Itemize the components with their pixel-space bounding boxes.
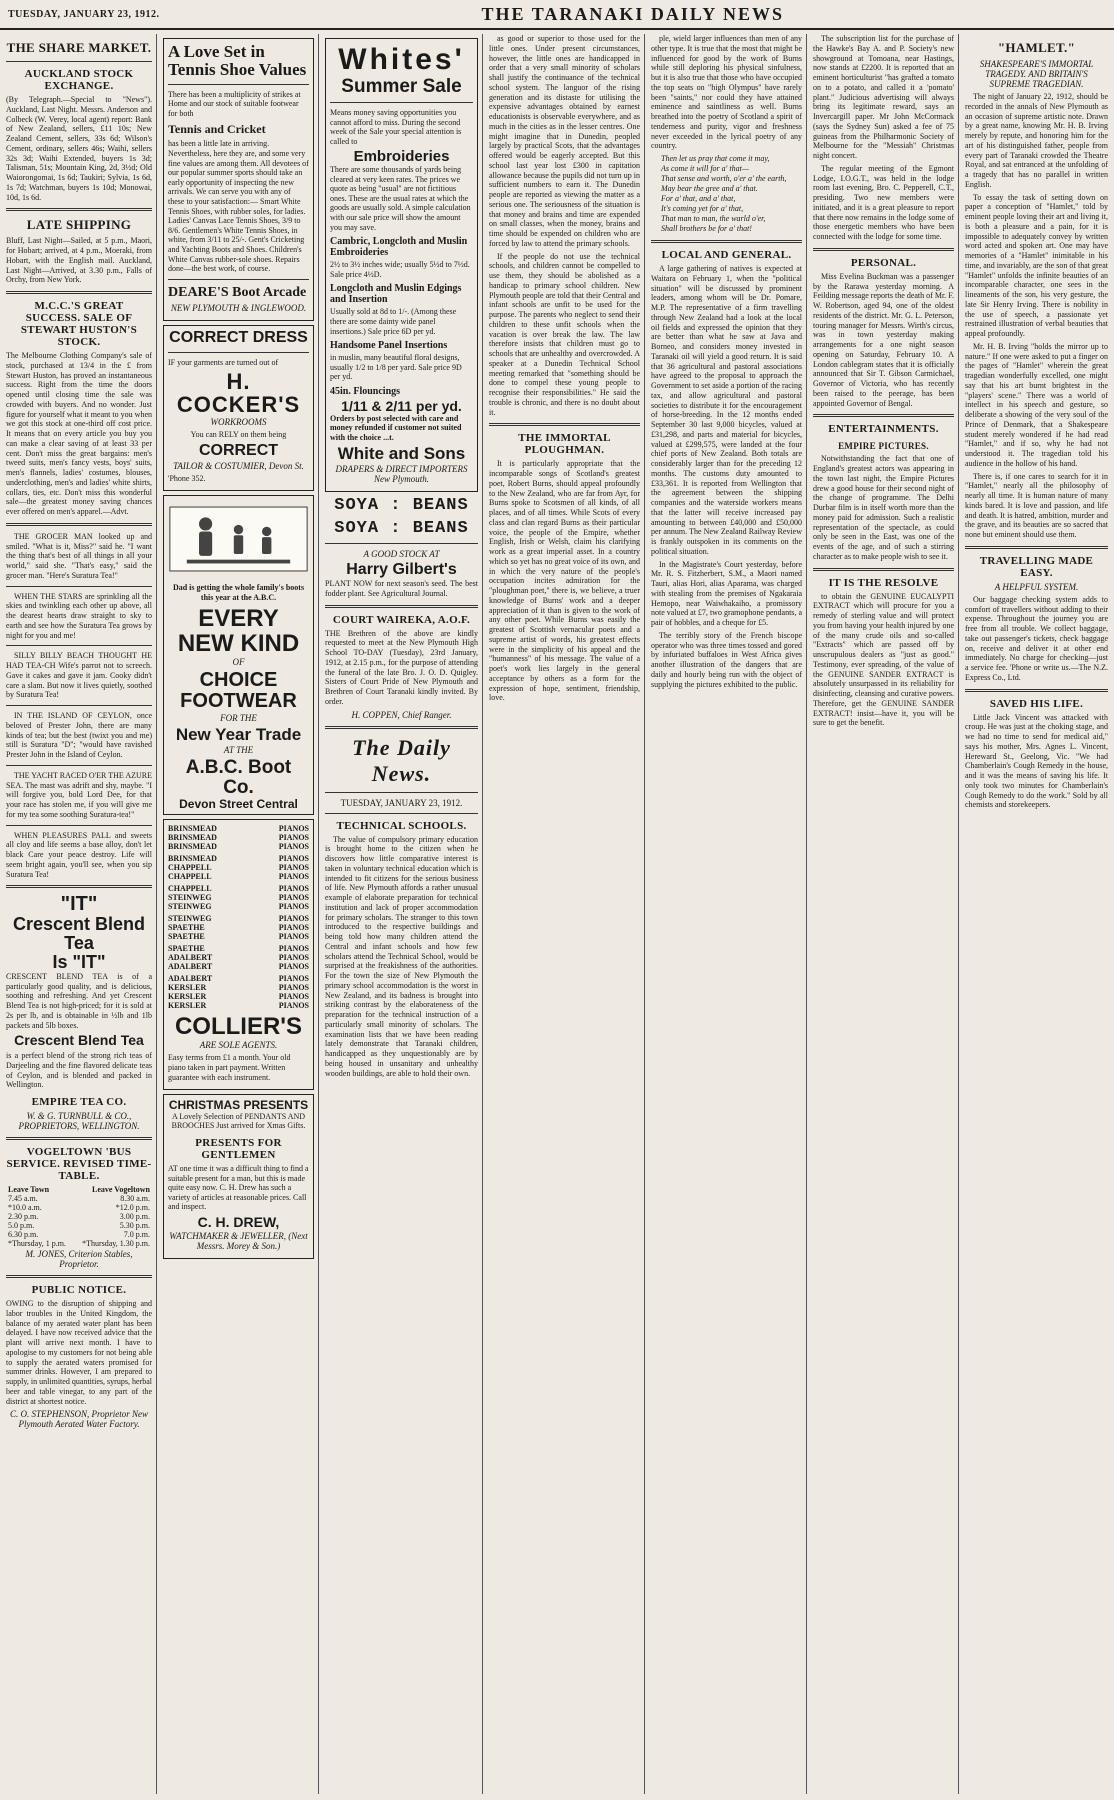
bus-timetable xyxy=(6,1185,152,1248)
piano-row xyxy=(168,992,309,1001)
saved-his-life-body: Little Jack Vincent was attacked with croup. He was just at the choking stage, and we had no time to send for medical aid," says his mother, Mrs. Agnes L. Vincent, Hereward St., Geelong, Vic. "We had Chamberlain's Cough Remedy in the house, and it was the means of saving his life. It only took two minutes for Chamberlain's Cough Remedy to do the work." Sold by all chemists and storekeepers. xyxy=(965,712,1108,810)
piano-row xyxy=(168,884,309,893)
piano-maker: SPAETHE xyxy=(168,932,205,942)
technical-continued-2: If the people do not use the technical schools, and children cannot be compelled to use them, they should be abolished as a handicap to primary school children. New Plymouth people are told that their Central and infant schools are unfit to be used for the purpose. The parents who neglect to send their children to these unfit schools when the vacation is over break the law. The law therefore insists that children must go to schools that are unhealthy and overcrowded. A speaker at a Dunedin Technical School meeting remarked that "something should be done to compel these young people to recognise their responsibilities." He said the trouble is chronic, and there is no doubt about it. xyxy=(489,251,640,417)
piano-maker: BRINSMEAD xyxy=(168,833,217,843)
suratura-joke-3: SILLY BILLY BEACH THOUGHT HE HAD TEA-CH Wife's parrot not to screech. Gave it cakes and gave it jam. Cooky didn't care a slam. But now it lives quietly, soothed by Suratura Tea! xyxy=(6,651,152,700)
travelling-subheading: A HELPFUL SYSTEM. xyxy=(994,581,1079,592)
hamlet-heading: "HAMLET." xyxy=(997,40,1076,55)
piano-label: PIANOS xyxy=(278,974,309,984)
white-and-sons: White and Sons xyxy=(337,444,466,464)
whites-intro: Means money saving opportunities you cannot afford to miss. During the second week of the Sale your special attention is called to xyxy=(330,107,462,146)
colliers-piano-advert xyxy=(163,819,314,1090)
hamlet-review-3: Mr. H. B. Irving "holds the mirror up to nature." If one were asked to put a finger on the pages of "Hamlet" wherein the great tragedian wonderfully excelled, one might say that his art burnt brightest in the "players' scene." There was a world of intellect in his speech and gesture, so deliberate a showing of the very soul of the Prince of Denmark, that a Shakespeare student merely wondered if he had read "Hamlet," and if so, why he had not understood it. The tragedian told his audience in the hollow of his hand. xyxy=(965,341,1108,468)
timetable-cell: *10.0 a.m. xyxy=(8,1203,42,1213)
piano-row xyxy=(168,983,309,992)
every-new-kind: EVERY NEW KIND xyxy=(177,604,300,657)
longcloth-body: Usually sold at 8d to 1/-. (Among these there are some dainty wide panel insertions.) Sale price 6D per yd. xyxy=(330,307,457,336)
column-1 xyxy=(2,34,157,1794)
technical-schools-body: The value of compulsory primary education is brought home to the citizen when he discovers how little comparative interest is taken in voluntary technical education which is intended to fit citizens for the serious business of life. New Plymouth affords a rather unusual example of elaborate preparation for technical institution and lack of proper accommodation for primary scholars. The stranger to this town introduced to the respective buildings and being told how many children attend the Central and infant schools and how few scholars attend the Technical School, would be surprised at the freakishness of the authorities. For the town the size of New Plymouth the primary school accommodation is the worst in New Zealand, and its badness is brought into striking contrast by the elaborateness of the preparation for the technical instruction of a particularly small minority of scholars. The examination lists that we have been reading lately demonstrate that Taranaki children, handicapped as they unquestionably are by being housed in unsanitary and unhealthy wooden buildings, are able to hold their own. xyxy=(325,834,478,1078)
crescent-body-2: is a perfect blend of the strong rich teas of Darjeeling and the fine flavored delicate teas of Ceylon, and is blended and packed in Wellington. xyxy=(6,1051,152,1090)
cockers-rely: You can RELY on them being xyxy=(190,430,287,440)
piano-row xyxy=(168,962,309,971)
piano-maker: CHAPPELL xyxy=(168,863,212,873)
immortal-ploughman-body: It is particularly appropriate that the incomparable songs of Scotland's greatest poet, Robert Burns, should appeal profoundly to the New Zealand, who are far from Ayr, for Burns spoke to Scotsmen of all kinds, of all places, and of all times. While Scots of every class and clan regard Burns as their particular voice, the people of the Empire, whether English, Irish or Welsh, claim his clarifying work as a great imperial asset. In a country which so yet has no great voice of its own, and in which the very nature of the people's occupation incites admiration for the "ploughman poet," there is, we believe, a truer knowledge of Burns' work and a deeper appreciation of it than is given to the work of any other poet. While Burns was easily the greatest of Scottish vernacular poets and a supreme artist of words, his greatest effects were in the simplicity of his appeal and the "humanness" of his message. The value of a poet's work lies largely in the general acceptance by others as a form for the expression of hope, sentiment, friendship, love. xyxy=(489,459,640,703)
empire-tea-heading: EMPIRE TEA CO. xyxy=(31,1096,127,1109)
public-notice-body: OWING to the disruption of shipping and labor troubles in the United Kingdom, the balance of my aerated water plant has been delayed. I have now received advice that the plant will arrive next month. I have to apologise to my customers for not being able to supply the aerated waters promised for summer drinks. However, I am prepared to supply, in unlimited quantities, syrups, herbal beer and table vinegar, to any part of the district at shortest notice. xyxy=(6,1299,152,1406)
suratura-joke-2: WHEN THE STARS are sprinkling all the skies and twinkling each other up above, all the dearest hearts draw straight to sky to earth and see how the Suratura Tea grows by night for you and me! xyxy=(6,591,152,640)
drew-address: WATCHMAKER & JEWELLER, (Next Messrs. Morey & Son.) xyxy=(169,1230,308,1251)
piano-label: PIANOS xyxy=(278,824,309,834)
piano-row xyxy=(168,932,309,941)
column-7 xyxy=(961,34,1112,1794)
piano-row xyxy=(168,833,309,842)
piano-row xyxy=(168,842,309,851)
piano-label: PIANOS xyxy=(278,833,309,843)
masthead-date: TUESDAY, JANUARY 23, 1912. xyxy=(8,8,160,20)
piano-label: PIANOS xyxy=(278,902,309,912)
piano-maker: BRINSMEAD xyxy=(168,854,217,864)
piano-list xyxy=(168,824,309,1010)
piano-label: PIANOS xyxy=(278,944,309,954)
piano-row xyxy=(168,914,309,923)
timetable-cell: 5.0 p.m. xyxy=(8,1221,35,1231)
daily-news-date: TUESDAY, JANUARY 23, 1912. xyxy=(340,797,463,808)
panel-insertions-heading: Handsome Panel Insertions xyxy=(330,340,448,352)
flouncings-heading: 45in. Flouncings xyxy=(330,385,401,397)
mcc-advert-body: The Melbourne Clothing Company's sale of stock, purchased at 13/4 in the £ from Stewart Huston, has proved an instantaneous success. Right from the time the doors opened until closing time the sale was crowded with buyers. And no wonder. Just figure for yourself what it meant to you when we got this stock at one-third off cost price. It means that on every article you buy you can make a clear saving of at least 33 per cent. Don't miss the great bargains: men's tweed suits, men's fancy vests, boys' suits, men's flannels, ladies' costumes, blouses, underclothing, men's and ladies' white shirts, collars, ties, etc. Don't miss this wonderful sale—the greatest money saving chances ever offered on men's apparel.—Advt. xyxy=(6,351,152,516)
plant-now: PLANT NOW for next season's seed. The best fodder plant. See Agricultural Journal. xyxy=(325,579,478,598)
travelling-heading: TRAVELLING MADE EASY. xyxy=(979,554,1094,579)
piano-label: PIANOS xyxy=(278,893,309,903)
piano-label: PIANOS xyxy=(278,992,309,1002)
timetable-cell: 7.0 p.m. xyxy=(123,1230,150,1240)
summer-sale: Summer Sale xyxy=(341,76,462,97)
harry-gilberts: Harry Gilbert's xyxy=(346,561,457,579)
longcloth-heading: Longcloth and Muslin Edgings and Insertion xyxy=(330,283,462,306)
cambric-heading: Cambric, Longcloth and Muslin Embroideries xyxy=(330,236,468,259)
crescent-blend-name: Crescent Blend Tea xyxy=(12,914,146,954)
column-5 xyxy=(647,34,807,1794)
piano-label: PIANOS xyxy=(278,1001,309,1011)
public-notice-signature: C. O. STEPHENSON, Proprietor New Plymouth Aerated Water Factory. xyxy=(10,1409,148,1430)
suratura-joke-4: IN THE ISLAND OF CEYLON, once beloved of Prester John, there are many kinds of tea; but the best (twixt you and me) still is Suratura "D"; "would have ravished Prester John in the Island of Ceylon. xyxy=(6,711,152,759)
piano-row xyxy=(168,923,309,932)
piano-row xyxy=(168,953,309,962)
column-2 xyxy=(159,34,319,1794)
empire-pictures-body: Notwithstanding the fact that one of England's greatest actors was appearing in the town last night, the Empire Pictures drew a good house for their second night of the change of programme. The Delhi Durbar film is in itself worth more than the money paid for admission. Such a realistic representation of the spectacle, as could only be seen in the East, was one of the events of the age, and of such a stirring character as to make people wish to see it. xyxy=(813,454,954,561)
colliers-name: COLLIER'S xyxy=(174,1013,303,1041)
public-notice-heading: PUBLIC NOTICE. xyxy=(31,1284,127,1297)
piano-maker: CHAPPELL xyxy=(168,872,212,882)
crescent-body: CRESCENT BLEND TEA is of a particularly good quality, and is delicious, soothing and refreshing. And yet Crescent Blend Tea is not high-priced; for it is sold at 2s per lb, and is obtainable in ½lb and 1lb packets and 5lb boxes. xyxy=(6,971,152,1030)
piano-maker: SPAETHE xyxy=(168,923,205,933)
timetable-cell: *Thursday, 1 p.m. xyxy=(8,1239,66,1249)
hamlet-subheading: SHAKESPEARE'S IMMORTAL TRAGEDY. AND BRITAIN'S SUPREME TRAGEDIAN. xyxy=(979,59,1094,89)
piano-maker: KERSLER xyxy=(168,992,207,1002)
piano-maker: KERSLER xyxy=(168,1001,207,1011)
piano-maker: BRINSMEAD xyxy=(168,842,217,852)
piano-label: PIANOS xyxy=(278,872,309,882)
tennis-advert-body: has been a little late in arriving. Nevertheless, here they are, and some very fine values are among them. All devotees of our popular summer sports should take an early opportunity of inspecting the new arrivals. We can serve you with any of these to your satisfaction:— Smart White Tennis Shoes, with rubber soles, for ladies. Ladies' Canvas Lace Tennis Shoes, 3/9 to 8/6. Gentlemen's White Tennis Shoes, in white, from 3/11 to 25/-. Gent's Cricketing and Yachting Boots and Shoes. Children's White Canvas rubber-sole shoes. Repairs done—the best work, of course. xyxy=(168,139,309,274)
local-general-body: A large gathering of natives is expected at Waitara on February 1, when the "political situation" will be discussed by prominent leaders, among whom will be Dr. Pomare, M.P. The representative of a firm travelling through New Zealand had a look at the local oil fields and expressed the opinion that they are better than what he saw at Java and Borneo, and considers money invested in Taranaki oil will yield a good return. It is said that 36 agricultural and pastoral associations have agreed to the proposal to approach the Government to set aside a portion of the racing tax, and allow agricultural and pastoral societies to distribute it for the encouragement of horse-breeding. In the 12 months ended September 30 last 9,000 bicycles, valued at £31,298, and parts and material for bicycles, valued at £299,575, were landed at the four chief ports of New Zealand. Both totals are considerably larger than for the preceding 12 months. The customs duty amounted to £33,361. It is reported from Wellington that the agreement between the shipping companies and the waterside workers means that the latter will receive increased pay amounting to between £40,000 and £50,000 per annum. The New Zealand Railway Review is frankly outspoken in its comments on the political situation. xyxy=(651,264,802,556)
soya-beans-2: SOYA : BEANS xyxy=(334,519,469,539)
hamlet-review-2: To essay the task of setting down on paper a conception of "Hamlet," told by eminent people loving their art and living it, is both a pleasure and a pain, for it is impossible to adequately convey by written word acted and spoken art. One may have memories of a "Hamlet" inimitable in his time, and invariably, are the son of that great "Hamlet" unfolds the infinite beauties of an incomparable character, one sees in the lineaments of the son, his very gesture, the late Sir Henry Irving. There is nobility in the use of speech, a passionate yet restrained illustration of verbal beauties that appeal profoundly. xyxy=(965,192,1108,338)
column-6 xyxy=(809,34,959,1794)
abc-of: OF xyxy=(232,656,245,667)
piano-maker: BRINSMEAD xyxy=(168,824,217,834)
cockers-name: H. COCKER'S xyxy=(176,369,301,418)
piano-row xyxy=(168,872,309,881)
magistrate-court: In the Magistrate's Court yesterday, before Mr. R. S. Fitzherbert, S.M., a Maori named Tauri, alias Hori, alias Aparama, was charged with stealing from the premises of Ngakaraia Hemopo, near Waiwhakaiho, a promissory note valued at £7, two gramophone pendants, a pair of hobbles, and a cheque for £5. xyxy=(651,559,802,627)
abc-boot-advert xyxy=(163,495,314,815)
embroideries-body: There are some thousands of yards being cleared at very keen rates. The prices we quote as being "usual" are not fictitious ones. These are the usual rates at which the goods are usually sold. A simple calculation with our sale price will show the amount you may save. xyxy=(330,165,471,232)
new-year-trade: New Year Trade xyxy=(175,724,302,744)
crescent-it-heading: "IT" xyxy=(60,893,98,916)
orders-by-post: Orders by post selected with care and money refunded if customer not suited with the choice ...t. xyxy=(330,413,462,442)
court-waireka-body: THE Brethren of the above are kindly requested to meet at the New Plymouth High School TO-DAY (Tuesday), 23rd January, 1912, at 2.15 p.m., for the purpose of attending the funeral of the late Bro. J. O. D. Quigley. Sisters of Court Pride of New Plymouth and Brethren of Court Taranaki kindly invited. By order. xyxy=(325,628,478,706)
colliers-terms: Easy terms from £1 a month. Your old piano taken in part payment. Written guarantee with each instrument. xyxy=(168,1053,291,1082)
piano-row xyxy=(168,944,309,953)
whites-sale-advert xyxy=(325,38,478,492)
piano-row xyxy=(168,902,309,911)
late-shipping-report: Bluff, Last Night—Sailed, at 5 p.m., Maori, for Hobart; arrived, at 4 p.m., Moeraki, from Hobart, with the English mail. Auckland, Last Night—Arrived, at 3.30 p.m., Falls of Orchy, from New York. xyxy=(6,236,152,285)
correct-dress-heading: CORRECT DRESS xyxy=(169,328,308,346)
timetable-cell: 7.45 a.m. xyxy=(8,1194,38,1204)
entertainments-heading: ENTERTAINMENTS. xyxy=(828,423,939,436)
share-market-heading: THE SHARE MARKET. xyxy=(6,40,152,55)
burns-continued: ple, wield larger influences than men of any other type. It is true that the most that might be influenced for good by the work of Burns while still deploring his physical sinfulness, but it is also true that those who have occupied the top seats on "high Olympus" have rarely been "saints," nor could they have attained eminence and saintliness as well. Burns breathed into the poetry of Scotland a spirit of tenderness and purity, vigor and freshness never exceeded in the lyrical poetry of any country. xyxy=(651,34,802,151)
hamlet-review-1: The night of January 22, 1912, should be recorded in the annals of New Plymouth as an occasion of supreme artistic note. Drawn by a great name, knowing Mr. H. B. Irving merely by repute, and honoring him for the art of his distinguished father, people from every part of Taranaki crowded the Theatre Royal, and sat entranced at the unfolding of a tragedy that has no parallel in written English. xyxy=(965,92,1108,189)
cockers-phone: 'Phone 352. xyxy=(168,473,206,483)
abc-address: Devon Street Central xyxy=(179,796,298,811)
timetable-cell: 5.30 p.m. xyxy=(119,1221,150,1231)
court-waireka-heading: COURT WAIREKA, A.O.F. xyxy=(332,613,471,626)
drew-name: C. H. DREW, xyxy=(197,1213,280,1230)
panel-insertions-body: in muslin, many beautiful floral designs, usually 1/2 to 1/8 per yard. Sale price 9D per yd. xyxy=(330,353,462,382)
piano-label: PIANOS xyxy=(278,953,309,963)
crescent-is-it: Is "IT" xyxy=(52,952,106,973)
travelling-body: Our baggage checking system adds to comfort of travellers without adding to their expense. Throughout the journey you are free from all trouble. We collect baggage, take out passenger's tickets, check baggage on, receive and deliver it at other end immediately. No charge for checking—just a service fee. 'Phone or write us.—The N.Z. Express Co., Ltd. xyxy=(965,594,1108,682)
tennis-advert-intro: There has been a multiplicity of strikes at Home and our stock of suitable footwear for both xyxy=(168,89,301,118)
french-operator: The terribly story of the French biscope operator who was three times tossed and gored by infuriated buffaloes in West Africa gives another illustration of the dangers that are daily and hourly being run with the object of supplying the pictures exhibited to the public. xyxy=(651,630,802,689)
empire-pictures-heading: EMPIRE PICTURES. xyxy=(838,441,929,452)
piano-label: PIANOS xyxy=(278,863,309,873)
xmas-presents-heading: CHRISTMAS PRESENTS xyxy=(168,1098,309,1113)
gents-presents-heading: PRESENTS FOR GENTLEMEN xyxy=(195,1136,282,1161)
piano-label: PIANOS xyxy=(278,923,309,933)
timetable-col-head: Leave Town xyxy=(8,1185,50,1195)
timetable-cell: 3.00 p.m. xyxy=(119,1212,150,1222)
masthead-title: THE TARANAKI DAILY NEWS xyxy=(481,3,785,24)
vogeltown-bus-heading: VOGELTOWN 'BUS SERVICE. REVISED TIME-TABLE. xyxy=(6,1146,152,1183)
drew-advert xyxy=(163,1094,314,1258)
hamlet-review-4: There is, if one cares to search for it in "Hamlet," nearly all the philosophy of nearly all time. It is human nature of many kinds bared. It is love and passion, and life and death. It is hatred, ambition, murder and the grave, and its beauties are so sacred that none but eminent should use them. xyxy=(965,471,1108,539)
choice-footwear: CHOICE FOOTWEAR xyxy=(180,668,297,712)
personal-heading: PERSONAL. xyxy=(850,256,917,269)
piano-label: PIANOS xyxy=(278,983,309,993)
piano-label: PIANOS xyxy=(278,884,309,894)
column-3 xyxy=(321,34,483,1794)
late-shipping-heading: LATE SHIPPING xyxy=(26,217,132,233)
piano-label: PIANOS xyxy=(278,854,309,864)
piano-maker: ADALBERT xyxy=(168,962,213,972)
immortal-ploughman-heading: THE IMMORTAL PLOUGHMAN. xyxy=(518,432,611,457)
family-boots-illustration xyxy=(168,503,309,575)
tennis-cricket-heading: Tennis and Cricket xyxy=(168,122,266,137)
court-waireka-signature: H. COPPEN, Chief Ranger. xyxy=(351,709,452,720)
tennis-shoe-advert xyxy=(163,38,314,321)
piano-row xyxy=(168,1001,309,1010)
piano-label: PIANOS xyxy=(278,842,309,852)
crescent-blend-name-2: Crescent Blend Tea xyxy=(14,1032,144,1049)
timetable-cell: 6.30 p.m. xyxy=(8,1230,39,1240)
suratura-joke-6: WHEN PLEASURES PALL and sweets all cloy and life seems a base alloy, don't let black Care your peace destroy. Life will seem bright again, you'll see, when you sip Suratura Tea! xyxy=(6,830,152,879)
suratura-joke-5: THE YACHT RACED O'ER THE AZURE SEA. The mast was adrift and shy, maybe. "I will forgive you, bold Lord Dee, for that your race has stolen me, if you will give me for my tea some soothing Suratura-tea!" xyxy=(6,770,152,819)
share-market-report: (By Telegraph.—Special to "News"). Auckland, Last Night. Messrs. Anderson and Colbeck (W. Verey, local agent) report: Bank of New Zealand, sellers, £11 10s; New Zealand Cement, sellers, 33s 6d; Wilson's Cement, ordinary, sellers 46s; Waihi, sellers 32s 3d; Waihi Extended, buyers 1s 3d; Talisman, 51s; Mountain King, 2d, 3½d; Old Waiorongomai, 1s 6d; Taukiri; Sylvia, 1s 6d, 1s 7d; Watchman, buyers 1s 10d; Monowai, 10d, 1s 6d. xyxy=(6,95,152,202)
piano-maker: ADALBERT xyxy=(168,953,213,963)
cocker-advert xyxy=(163,325,314,492)
burns-poem: Then let us pray that come it may, As come it will for a' that— That sense and worth, o'er a' the earth, May bear the gree and a' that. For a' that, and a' that, It's coming yet for a' that, That man to man, the warld o'er, Shall brothers be for a' that! xyxy=(661,154,787,233)
piano-maker: STEINWEG xyxy=(168,893,212,903)
local-general-heading: LOCAL AND GENERAL. xyxy=(661,249,792,261)
correct-dress-intro: IF your garments are turned out of xyxy=(168,357,279,367)
timetable-cell: 8.30 a.m. xyxy=(120,1194,150,1204)
piano-label: PIANOS xyxy=(278,932,309,942)
piano-maker: SPAETHE xyxy=(168,944,205,954)
gilbert-intro: A GOOD STOCK AT xyxy=(363,549,440,560)
soya-beans-1: SOYA : BEANS xyxy=(334,496,469,516)
piano-label: PIANOS xyxy=(278,962,309,972)
saved-his-life-heading: SAVED HIS LIFE. xyxy=(989,697,1084,710)
flouncings-price: 1/11 & 2/11 per yd. xyxy=(341,397,462,414)
cambric-body: 2½ to 3½ inches wide; usually 5½d to 7½d. Sale price 4½D. xyxy=(330,260,470,279)
timetable-col-head: Leave Vogeltown xyxy=(92,1185,150,1195)
auckland-exchange-heading: AUCKLAND STOCK EXCHANGE. xyxy=(24,68,134,92)
piano-row xyxy=(168,893,309,902)
embroideries-heading: Embroideries xyxy=(353,148,450,166)
technical-continued-1: as good or superior to those used for the little ones. Under present circumstances, however, the little ones are handicapped in order that a very small minority of scholars shall justify the continuance of the technical school system. The languor of the rising generation and its distaste for utilising the expensive advantages obtained by earnest educationists is observable everywhere, and as much in the cities as in the lesser centres. One might imagine that in Dunedin, peopled largely by practical Scots, that the advantages offered would be eagerly accepted. But this school last year lost £300 in capitation allowance because the pupils did not turn up in sufficient numbers to earn it. The Dunedin people are reported as viewing the matter as a serious one. The seriousness of the situation is that money and brains and time are expended on small classes, when the money, brains and time should be expended on children who are forced by law to attend the primary schools. xyxy=(489,34,640,248)
suratura-joke-1: THE GROCER MAN looked up and smiled. "What is it, Miss?" said he. "I want the thing that's best of all things in all your world," said she. "That's easy," said the grocer man. "Here's Suratura Tea!" xyxy=(6,531,152,580)
daily-news-nameplate: The Daily News. xyxy=(352,734,451,786)
personal-body: Miss Evelina Buckman was a passenger by the Rarawa yesterday morning. A Feilding message reports the death of Mr. F. W. Robertson, aged 94, one of the oldest residents of the district. Mr. G. L. Peterson, touring manager for Messrs. Wirth's circus, was in town yesterday making arrangements for a one night season opening on Saturday, February 10. A London cablegram states that it is officially announced that Sir T. Gibson Carmichael, Governor of Victoria, who has recently been raised to the peerage, has been appointed Governor of Bengal. xyxy=(813,271,954,408)
white-and-sons-sub: DRAPERS & DIRECT IMPORTERS New Plymouth. xyxy=(335,464,468,485)
piano-maker: STEINWEG xyxy=(168,902,212,912)
timetable-cell: *Thursday, 1.30 p.m. xyxy=(82,1239,150,1249)
masthead xyxy=(0,0,1114,30)
abc-caption: Dad is getting the whole family's boots this year at the A.B.C. xyxy=(172,583,305,602)
bus-proprietor: M. JONES, Criterion Stables, Proprietor. xyxy=(25,1249,133,1270)
local-continued-2: The regular meeting of the Egmont Lodge, I.O.G.T., was held in the lodge room last evening, Bro. C. Pepperell, C.T., presiding. Two new members were initiated, and it is a great pleasure to report that there now remains in the lodge some of those energetic members who have been connected with the lodge for some time. xyxy=(813,163,954,241)
cockers-workrooms: WORKROOMS xyxy=(210,417,267,428)
resolve-heading: IT IS THE RESOLVE xyxy=(828,576,939,589)
piano-row xyxy=(168,854,309,863)
gents-presents-body: AT one time it was a difficult thing to find a suitable present for a man, but this is made quite easy now. C. H. Drew has such a variety of articles at reasonable prices. Call and inspect. xyxy=(168,1163,309,1212)
colliers-sole-agents: ARE SOLE AGENTS. xyxy=(199,1040,278,1051)
tennis-advert-title: A Love Set in Tennis Shoe Values xyxy=(168,42,307,79)
whites-title: Whites' xyxy=(338,43,465,76)
column-4 xyxy=(485,34,645,1794)
empire-tea-proprietors: W. & G. TURNBULL & CO., PROPRIETORS, WELLINGTON. xyxy=(18,1111,140,1132)
cockers-address: TAILOR & COSTUMIER, Devon St. xyxy=(173,460,304,471)
cockers-correct: CORRECT xyxy=(198,441,279,459)
timetable-cell: *12.0 p.m. xyxy=(115,1203,150,1213)
local-continued-1: The subscription list for the purchase of the Hawke's Bay A. and P. Society's new showground at Tomoana, near Hastings, now stands at £2200. It is reported that an eminent horticulturist "has grafted a tomato on to a potato, and called it a 'pomato' plant." Judicious advertising will always bring its legitimate reward, says an Invercargill paper. Mr John McCormack (says the Sydney Sun) asked a fee of 75 guineas from the Philharmonic Society of Melbourne for the "Messiah" Christmas night concert. xyxy=(813,34,954,160)
resolve-body: to obtain the GENUINE EUCALYPTI EXTRACT which will procure for you a remedy of sterling value and will protect you from having your health injured by one of the many crude oils and so-called "Extracts" which are passed off by unscrupulous dealers as "just as good." Testimony, ever spreading, of the value of the GENUINE SANDER EXTRACT is absolutely unsurpassed in its reliability for disinfecting, cleansing and curative powers. Therefore, get the GENUINE SANDER EXTRACT! insist—have it, you will be sure to get the benefit. xyxy=(813,591,954,728)
deares-location: NEW PLYMOUTH & INGLEWOOD. xyxy=(170,302,307,313)
piano-label: PIANOS xyxy=(278,914,309,924)
technical-schools-heading: TECHNICAL SCHOOLS. xyxy=(336,819,467,832)
piano-maker: ADALBERT xyxy=(168,974,213,984)
piano-maker: KERSLER xyxy=(168,983,207,993)
abc-at-the: AT THE xyxy=(223,744,254,755)
mcc-heading: M.C.C.'S GREAT SUCCESS. SALE OF STEWART HUSTON'S STOCK. xyxy=(20,300,138,348)
abc-boot-co: A.B.C. Boot Co. xyxy=(185,756,292,798)
piano-maker: CHAPPELL xyxy=(168,884,212,894)
piano-row xyxy=(168,974,309,983)
piano-row xyxy=(168,824,309,833)
abc-for-the: FOR THE xyxy=(220,712,257,723)
deares-arcade: DEARE'S Boot Arcade xyxy=(168,284,307,300)
xmas-presents-body: A Lovely Selection of PENDANTS AND BROOCHES Just arrived for Xmas Gifts. xyxy=(171,1111,306,1131)
piano-maker: STEINWEG xyxy=(168,914,212,924)
timetable-cell: 2.30 p.m. xyxy=(8,1212,39,1222)
piano-row xyxy=(168,863,309,872)
